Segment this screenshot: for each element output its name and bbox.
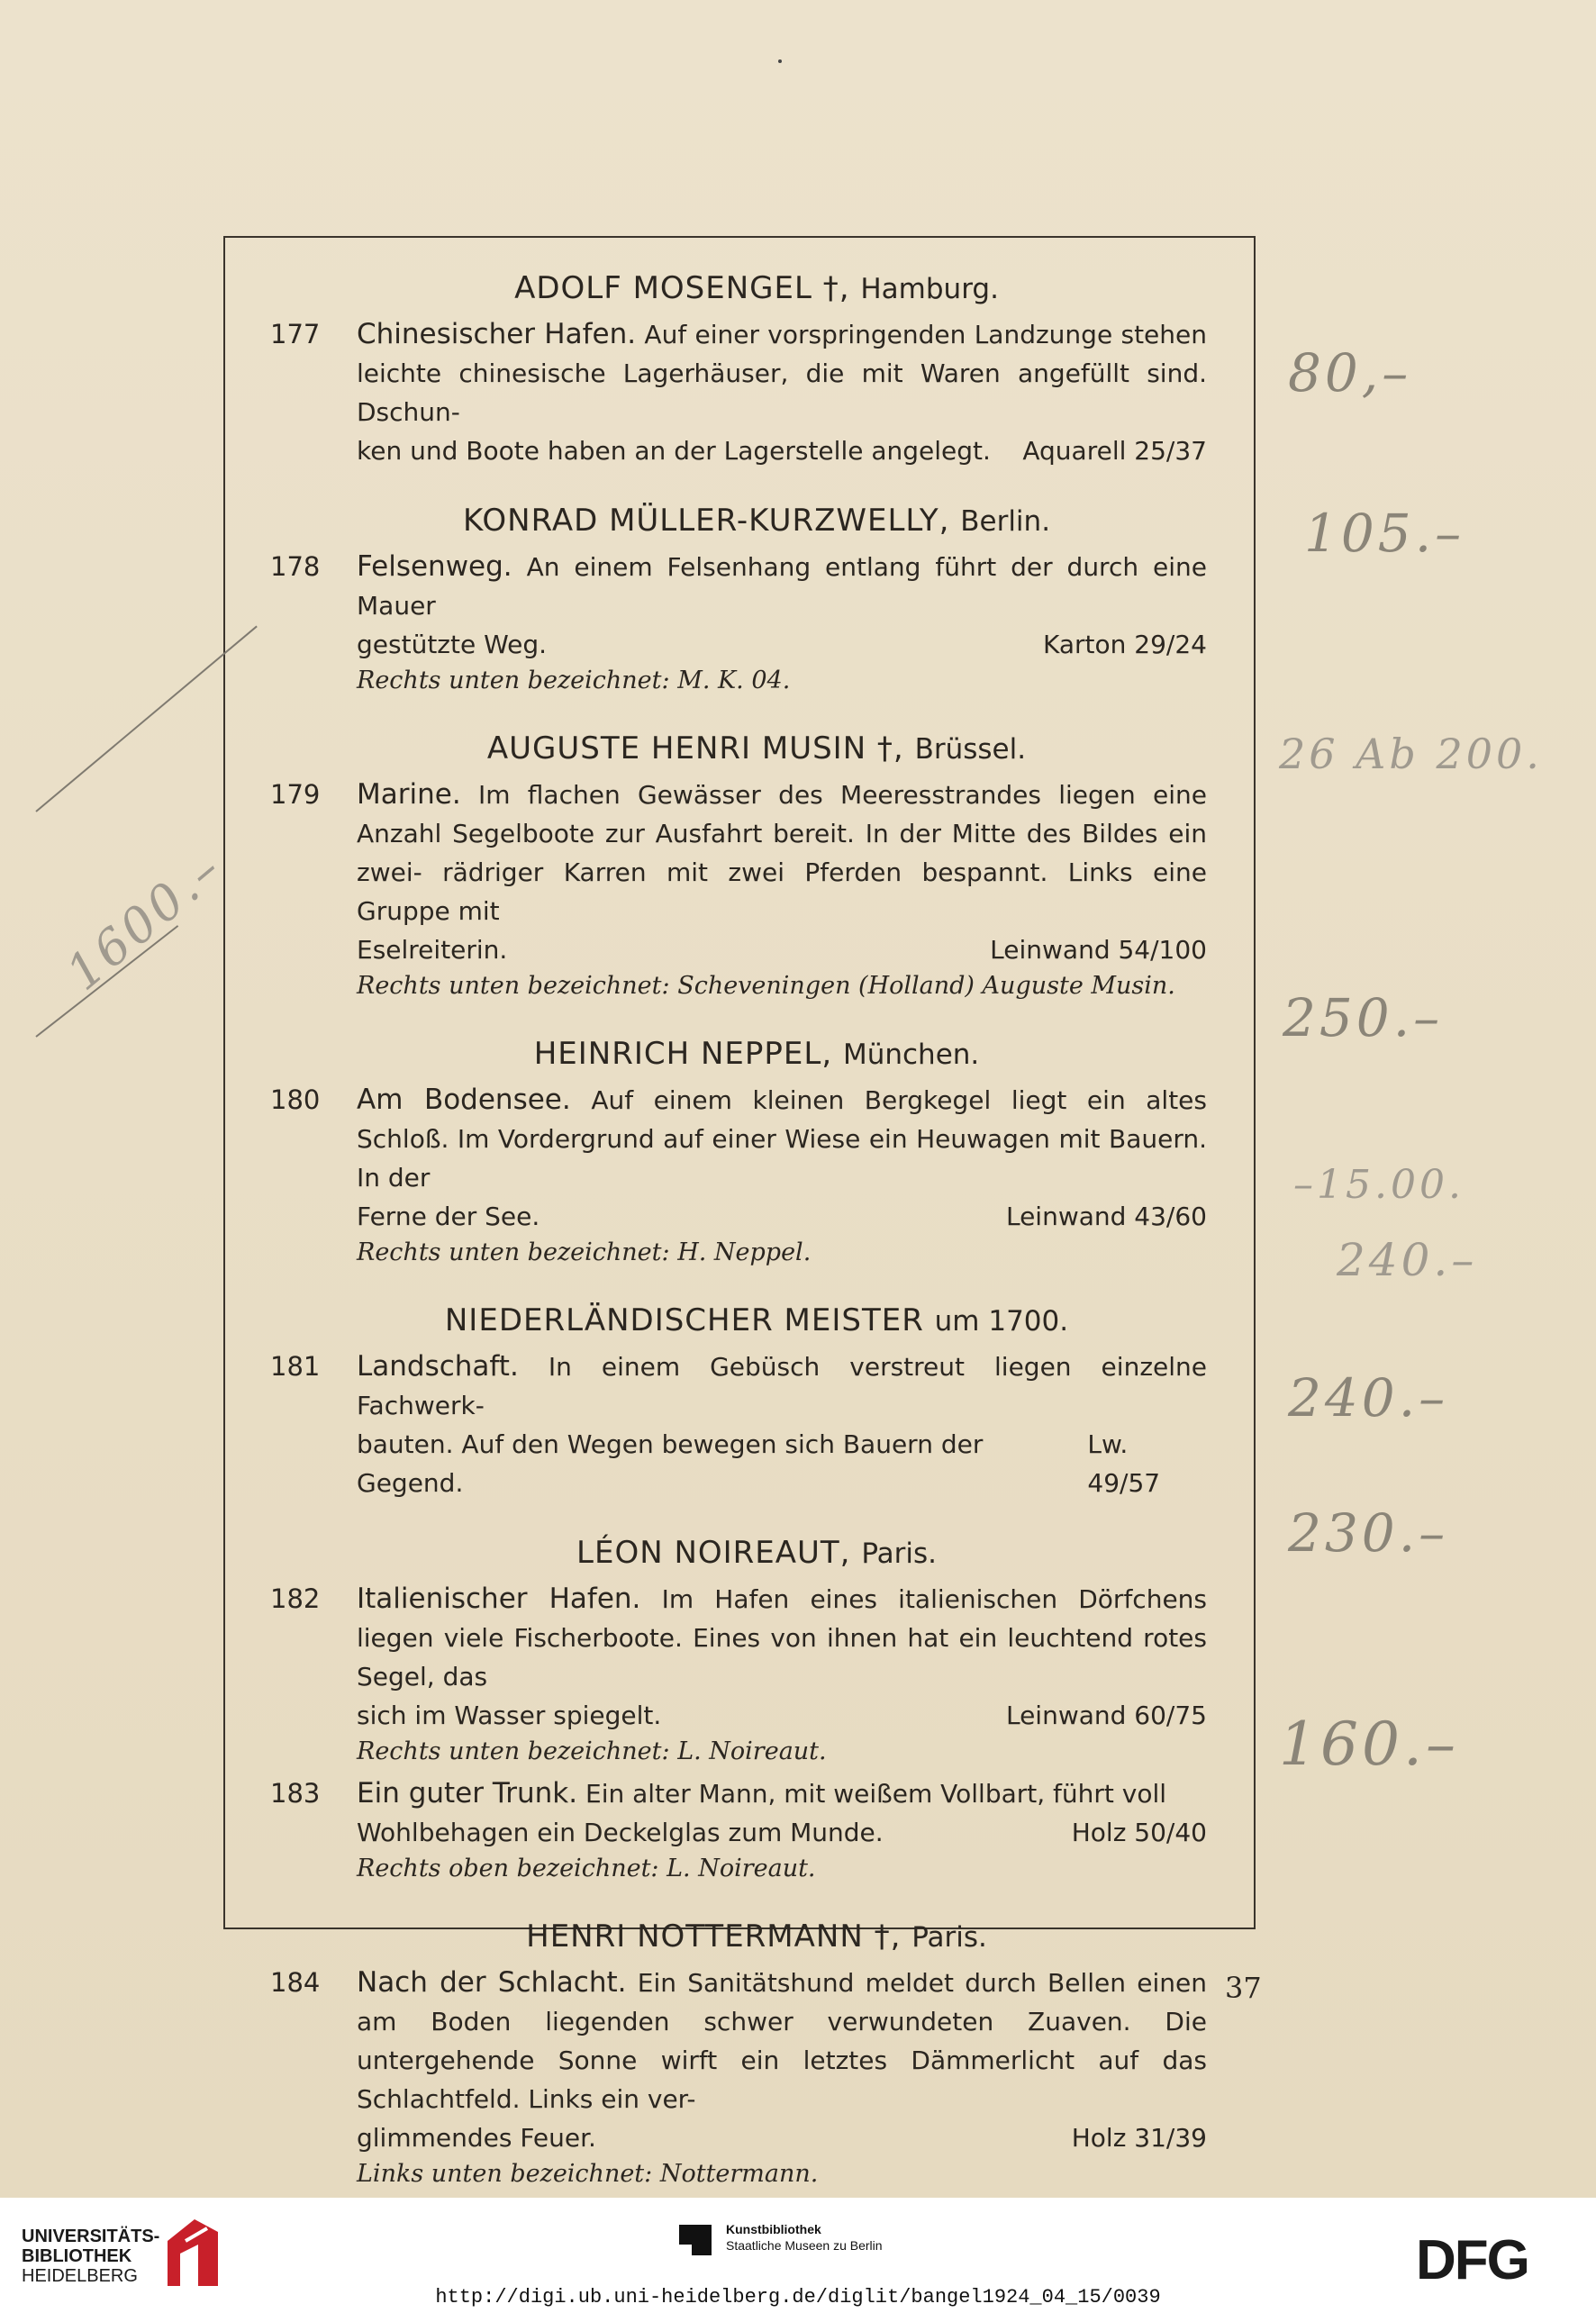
artist-name: LÉON NOIREAUT, (576, 1535, 851, 1571)
handwritten-note-183: 230.– (1288, 1502, 1449, 1564)
artist-place: Paris. (911, 1921, 987, 1954)
lot-number: 177 (270, 319, 321, 349)
artist-place: Berlin. (960, 505, 1051, 538)
handwritten-note-181: –15.00. (1293, 1162, 1465, 1208)
speck (778, 59, 782, 63)
catalog-entry (270, 1964, 1207, 2191)
lot-last-line (357, 1197, 1207, 1236)
lot-signature: Rechts oben bezeichnet: L. Noireaut. (357, 1855, 816, 1882)
lot-signature: Rechts unten bezeichnet: Scheveningen (Holland) Auguste Musin. (357, 972, 1175, 1000)
dfg-logo: DFG (1416, 2229, 1528, 2291)
section-gap (270, 1891, 1207, 1918)
lot-medium-size: Leinwand 43/60 (1005, 1202, 1207, 1231)
artist-heading (270, 1918, 1207, 1955)
lot-last-line (357, 2118, 1207, 2157)
artist-place: Hamburg. (860, 273, 999, 305)
artist-place: um 1700. (934, 1305, 1069, 1338)
lot-description (357, 776, 1207, 930)
lot-text: Ein Sanitätshund meldet durch Bellen einen am Boden liegenden schwer verwundeten Zuaven. Die untergehende Sonne wirft ein letztes Dämmerlicht auf das Schlachtfeld. Links ein ver- (357, 1968, 1207, 2114)
lot-last-line (357, 431, 1207, 470)
lot-title: Felsenweg. (357, 550, 512, 583)
lot-title: Chinesischer Hafen. (357, 318, 637, 350)
lot-signature: Rechts unten bezeichnet: H. Neppel. (357, 1238, 812, 1266)
catalog-entry (270, 776, 1207, 1003)
lot-number: 184 (270, 1967, 321, 1998)
lot-medium-size: Holz 31/39 (1071, 2123, 1207, 2153)
lot-title: Italienischer Hafen. (357, 1583, 641, 1615)
handwritten-note-178: 105.– (1304, 503, 1465, 564)
lot-title: Landschaft. (357, 1350, 519, 1383)
catalog-entry (270, 1081, 1207, 1270)
lot-title: Ein guter Trunk. (357, 1777, 578, 1810)
lot-text: Im Hafen eines italienischen Dörfchens liegen viele Fischerboote. Eines von ihnen hat ein leuchtend rotes Segel, das (357, 1584, 1208, 1692)
lot-last-line (357, 930, 1207, 969)
section-gap (270, 476, 1207, 503)
lot-signature: Rechts unten bezeichnet: M. K. 04. (357, 667, 791, 694)
lot-text-end: sich im Wasser spiegelt. (357, 1701, 662, 1730)
artist-name: KONRAD MÜLLER-KURZWELLY, (462, 503, 950, 539)
lot-text: Auf einem kleinen Bergkegel liegt ein altes Schloß. Im Vordergrund auf einer Wiese ein Heuwagen mit Bauern. In der (357, 1085, 1207, 1193)
lot-medium-size: Lw. 49/57 (1087, 1429, 1161, 1498)
lot-last-line (357, 1696, 1207, 1735)
lot-text: Auf einer vorspringenden Landzunge stehen leichte chinesische Lagerhäuser, die mit Waren angefüllt sind. Dschun- (357, 320, 1207, 427)
lot-signature: Rechts unten bezeichnet: L. Noireaut. (357, 1737, 827, 1765)
lot-medium-size: Aquarell 25/37 (1022, 436, 1207, 466)
lot-text-end: bauten. Auf den Wegen bewegen sich Bauern der Gegend. (357, 1429, 984, 1498)
catalog-content (270, 270, 1207, 2197)
kunstbibliothek-icon (679, 2221, 715, 2257)
kb-subtitle: Staatliche Museen zu Berlin (726, 2238, 883, 2253)
kunstbibliothek-logo (679, 2221, 883, 2257)
lot-number: 180 (270, 1084, 321, 1115)
lot-title: Am Bodensee. (357, 1084, 571, 1116)
lot-number: 178 (270, 551, 321, 582)
lot-text-end: Wohlbehagen ein Deckelglas zum Munde. (357, 1818, 884, 1847)
lot-text-end: Ferne der See. (357, 1202, 540, 1231)
lot-description (357, 1964, 1207, 2118)
artist-heading (270, 1302, 1207, 1338)
artist-name: NIEDERLÄNDISCHER MEISTER (444, 1302, 924, 1338)
artist-place: München. (842, 1039, 980, 1071)
lot-description (357, 548, 1207, 625)
lot-text: Im flachen Gewässer des Meeresstrandes liegen eine Anzahl Segelboote zur Ausfahrt bereit. In der Mitte des Bildes ein zwei- rädriger Karren mit zwei Pferden bespannt. Links eine Gruppe mit (357, 780, 1208, 926)
artist-name: HENRI NOTTERMANN †, (526, 1918, 902, 1955)
lot-text: In einem Gebüsch verstreut liegen einzelne Fachwerk- (357, 1352, 1207, 1420)
lot-description (357, 1580, 1207, 1696)
section-gap (270, 1275, 1207, 1302)
kb-name: Kunstbibliothek (726, 2222, 821, 2236)
lot-title: Nach der Schlacht. (357, 1966, 627, 1999)
lot-text: An einem Felsenhang entlang führt der durch eine Mauer (357, 552, 1207, 621)
artist-heading (270, 1535, 1207, 1571)
permalink-url[interactable]: http://digi.ub.uni-heidelberg.de/diglit/bangel1924_04_15/0039 (435, 2286, 1161, 2308)
lot-number: 181 (270, 1351, 321, 1382)
artist-name: HEINRICH NEPPEL, (533, 1036, 833, 1072)
artist-heading (270, 503, 1207, 539)
lot-text-end: glimmendes Feuer. (357, 2123, 596, 2153)
artist-heading (270, 1036, 1207, 1072)
artist-name: AUGUSTE HENRI MUSIN †, (486, 730, 904, 766)
ub-line-3: HEIDELBERG (22, 2266, 138, 2286)
lot-text: Ein alter Mann, mit weißem Vollbart, führt voll (585, 1779, 1167, 1809)
lot-last-line (357, 625, 1207, 664)
artist-heading (270, 270, 1207, 306)
handwritten-note-179-left: 1600.– (55, 839, 234, 1002)
lot-last-line (357, 1813, 1207, 1852)
lot-medium-size: Leinwand 54/100 (990, 935, 1207, 965)
artist-name: ADOLF MOSENGEL †, (514, 270, 850, 306)
section-gap (270, 1508, 1207, 1535)
ub-line-1: UNIVERSITÄTS- (22, 2227, 160, 2246)
lot-medium-size: Holz 50/40 (1071, 1818, 1207, 1847)
footer-bar (0, 2198, 1596, 2313)
section-gap (270, 703, 1207, 730)
catalog-entry (270, 1580, 1207, 1769)
lot-text-end: gestützte Weg. (357, 630, 548, 659)
handwritten-note-179: 26 Ab 200. (1279, 730, 1543, 778)
lot-medium-size: Karton 29/24 (1043, 630, 1207, 659)
lot-medium-size: Leinwand 60/75 (1005, 1701, 1207, 1730)
ub-heidelberg-logo-icon (159, 2214, 223, 2290)
lot-number: 183 (270, 1778, 321, 1809)
catalog-entry (270, 1774, 1207, 1886)
lot-description (357, 1081, 1207, 1197)
lot-last-line (357, 1425, 1207, 1502)
lot-number: 182 (270, 1583, 321, 1614)
ub-heidelberg-logo-text (22, 2227, 159, 2286)
catalog-entry (270, 315, 1207, 470)
artist-place: Paris. (861, 1537, 937, 1570)
handwritten-note-180: 250.– (1283, 987, 1444, 1048)
catalog-entry (270, 548, 1207, 698)
catalog-entry (270, 1347, 1207, 1502)
handwritten-note-181-b: 240.– (1337, 1234, 1478, 1286)
page-number: 37 (1225, 1971, 1262, 2005)
lot-title: Marine. (357, 778, 461, 811)
lot-description (357, 315, 1207, 431)
lot-text-end: Eselreiterin. (357, 935, 508, 965)
lot-signature: Links unten bezeichnet: Nottermann. (357, 2160, 819, 2188)
ub-line-2: BIBLIOTHEK (22, 2246, 132, 2266)
handwritten-note-182: 240.– (1288, 1367, 1449, 1429)
section-gap (270, 1009, 1207, 1036)
handwritten-note-177: 80,– (1288, 342, 1412, 404)
artist-place: Brüssel. (914, 733, 1027, 766)
lot-description (357, 1774, 1207, 1813)
lot-number: 179 (270, 779, 321, 810)
handwritten-note-184: 160.– (1279, 1710, 1459, 1779)
lot-text-end: ken und Boote haben an der Lagerstelle angelegt. (357, 436, 991, 466)
lot-description (357, 1347, 1207, 1425)
artist-heading (270, 730, 1207, 766)
